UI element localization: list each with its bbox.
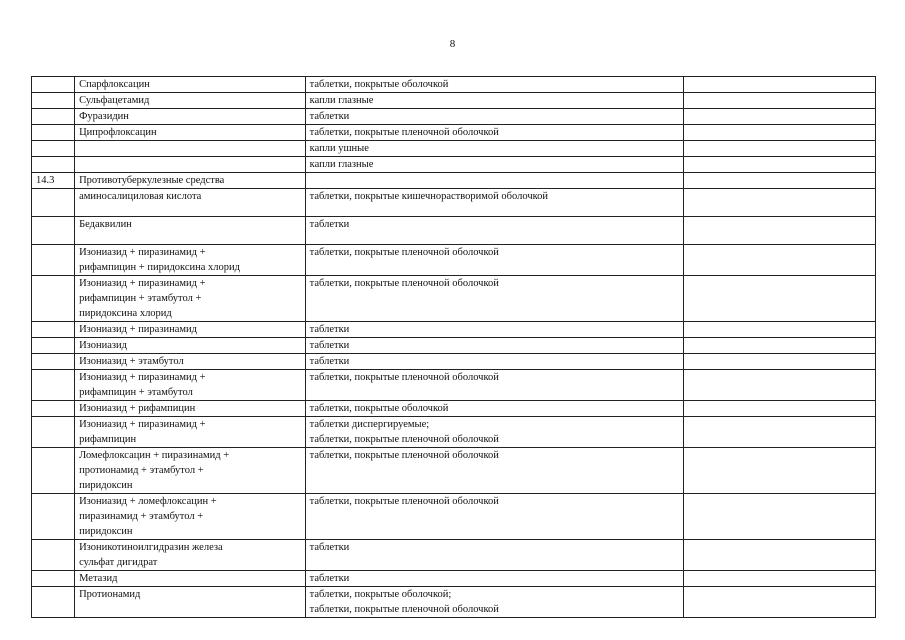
section-code-cell	[32, 448, 75, 494]
empty-cell	[683, 448, 875, 494]
drug-name-cell	[75, 276, 306, 322]
dosage-form-line: таблетки, покрытые пленочной оболочкой	[309, 496, 499, 507]
drug-name-line: Спарфлоксацин	[79, 79, 150, 90]
empty-cell	[683, 571, 875, 587]
drug-name-line: Изониазид + этамбутол	[79, 356, 184, 367]
drug-name-line: рифампицин + этамбутол +	[79, 293, 202, 304]
dosage-form-line: капли глазные	[309, 159, 374, 170]
dosage-form-cell	[305, 417, 683, 448]
drug-name-cell	[75, 141, 306, 157]
drug-name-line: сульфат дигидрат	[79, 557, 158, 568]
table-row	[32, 77, 876, 93]
dosage-form-line: таблетки	[309, 356, 350, 367]
drug-name-cell	[75, 571, 306, 587]
drug-name-line: Изоникотиноилгидразин железа	[79, 542, 223, 553]
drug-name-line: пиридоксин	[79, 480, 133, 491]
empty-cell	[683, 540, 875, 571]
drug-name-line: Фуразидин	[79, 111, 129, 122]
section-code-cell	[32, 141, 75, 157]
section-code-cell	[32, 217, 75, 245]
dosage-form-cell	[305, 587, 683, 618]
dosage-form-cell	[305, 77, 683, 93]
empty-cell	[683, 338, 875, 354]
table-row	[32, 370, 876, 401]
drug-name-cell	[75, 587, 306, 618]
dosage-form-cell	[305, 173, 683, 189]
table-row	[32, 540, 876, 571]
drug-name-line: Изониазид + пиразинамид +	[79, 419, 206, 430]
drug-name-line: Изониазид + рифампицин	[79, 403, 196, 414]
empty-cell	[683, 322, 875, 338]
empty-cell	[683, 417, 875, 448]
dosage-form-line: таблетки	[309, 219, 350, 230]
drug-name-line: Сульфацетамид	[79, 95, 150, 106]
table-row	[32, 276, 876, 322]
dosage-form-line: таблетки, покрытые пленочной оболочкой	[309, 450, 499, 461]
dosage-form-cell	[305, 354, 683, 370]
dosage-form-cell	[305, 93, 683, 109]
dosage-form-line: таблетки	[309, 542, 350, 553]
table-row	[32, 354, 876, 370]
dosage-form-cell	[305, 276, 683, 322]
table-row	[32, 245, 876, 276]
table-row	[32, 109, 876, 125]
empty-cell	[683, 276, 875, 322]
section-code-cell	[32, 417, 75, 448]
empty-cell	[683, 401, 875, 417]
dosage-form-line: таблетки, покрытые пленочной оболочкой	[309, 604, 499, 615]
drug-list-table	[31, 76, 876, 618]
drug-name-line: рифампицин + пиридоксина хлорид	[79, 262, 241, 273]
drug-name-cell	[75, 125, 306, 141]
section-code-cell	[32, 109, 75, 125]
table-row	[32, 141, 876, 157]
dosage-form-line: таблетки, покрытые пленочной оболочкой	[309, 278, 499, 289]
drug-name-cell	[75, 370, 306, 401]
section-code-cell	[32, 157, 75, 173]
section-code-cell	[32, 338, 75, 354]
empty-cell	[683, 189, 875, 217]
drug-name-line: рифампицин + этамбутол	[79, 387, 193, 398]
dosage-form-line: таблетки	[309, 324, 350, 335]
section-code-cell: 14.3	[32, 173, 75, 189]
dosage-form-line: таблетки, покрытые оболочкой	[309, 79, 449, 90]
drug-name-cell	[75, 417, 306, 448]
table-row	[32, 494, 876, 540]
dosage-form-line: таблетки	[309, 111, 350, 122]
drug-name-line: Изониазид + пиразинамид +	[79, 278, 206, 289]
dosage-form-cell	[305, 125, 683, 141]
table-row	[32, 157, 876, 173]
dosage-form-line: таблетки	[309, 340, 350, 351]
drug-name-cell	[75, 338, 306, 354]
empty-cell	[683, 141, 875, 157]
section-code-cell	[32, 370, 75, 401]
dosage-form-line: таблетки, покрытые оболочкой	[309, 403, 449, 414]
drug-name-cell	[75, 189, 306, 217]
drug-name-line: Ломефлоксацин + пиразинамид +	[79, 450, 230, 461]
drug-name-cell	[75, 448, 306, 494]
drug-name-line: Противотуберкулезные средства	[79, 175, 225, 186]
dosage-form-cell	[305, 109, 683, 125]
empty-cell	[683, 157, 875, 173]
table-row	[32, 571, 876, 587]
drug-name-cell	[75, 157, 306, 173]
empty-cell	[683, 173, 875, 189]
drug-name-cell	[75, 173, 306, 189]
dosage-form-cell	[305, 322, 683, 338]
table-row	[32, 173, 876, 189]
table-row	[32, 417, 876, 448]
drug-name-cell	[75, 93, 306, 109]
dosage-form-line: таблетки	[309, 573, 350, 584]
empty-cell	[683, 217, 875, 245]
empty-cell	[683, 245, 875, 276]
drug-name-line: пиразинамид + этамбутол +	[79, 511, 204, 522]
empty-cell	[683, 354, 875, 370]
drug-name-line: протионамид + этамбутол +	[79, 465, 204, 476]
page-number: 8	[449, 38, 456, 50]
drug-name-line: Метазид	[79, 573, 118, 584]
drug-name-cell	[75, 494, 306, 540]
drug-name-line: Изониазид + ломефлоксацин +	[79, 496, 217, 507]
drug-name-line: Изониазид + пиразинамид +	[79, 372, 206, 383]
dosage-form-cell	[305, 401, 683, 417]
drug-list-body	[32, 77, 876, 618]
drug-name-cell	[75, 109, 306, 125]
drug-name-line: Изониазид + пиразинамид	[79, 324, 197, 335]
table-row	[32, 217, 876, 245]
dosage-form-line: таблетки, покрытые пленочной оболочкой	[309, 434, 499, 445]
section-code-cell	[32, 587, 75, 618]
section-code-cell	[32, 494, 75, 540]
table-row	[32, 448, 876, 494]
section-code-cell	[32, 77, 75, 93]
drug-name-line: Протионамид	[79, 589, 141, 600]
drug-name-line: Изониазид	[79, 340, 128, 351]
empty-cell	[683, 77, 875, 93]
drug-name-line: Изониазид + пиразинамид +	[79, 247, 206, 258]
section-code-cell	[32, 276, 75, 322]
dosage-form-line: таблетки, покрытые кишечнорастворимой оболочкой	[309, 191, 549, 202]
section-code-cell	[32, 571, 75, 587]
drug-name-cell	[75, 540, 306, 571]
dosage-form-cell	[305, 189, 683, 217]
table-row	[32, 401, 876, 417]
dosage-form-cell	[305, 338, 683, 354]
empty-cell	[683, 370, 875, 401]
section-code-cell	[32, 354, 75, 370]
drug-name-cell	[75, 354, 306, 370]
drug-name-line: рифампицин	[79, 434, 137, 445]
dosage-form-cell	[305, 217, 683, 245]
dosage-form-cell	[305, 157, 683, 173]
dosage-form-cell	[305, 571, 683, 587]
dosage-form-cell	[305, 370, 683, 401]
dosage-form-cell	[305, 245, 683, 276]
empty-cell	[683, 93, 875, 109]
section-code-cell	[32, 125, 75, 141]
table-row	[32, 125, 876, 141]
drug-name-line: Бедаквилин	[79, 219, 132, 230]
drug-name-line: аминосалициловая кислота	[79, 191, 202, 202]
section-code-cell	[32, 401, 75, 417]
dosage-form-line: капли глазные	[309, 95, 374, 106]
dosage-form-cell	[305, 494, 683, 540]
dosage-form-cell	[305, 448, 683, 494]
section-code-cell	[32, 93, 75, 109]
dosage-form-line: таблетки, покрытые оболочкой;	[309, 589, 452, 600]
drug-name-cell	[75, 217, 306, 245]
empty-cell	[683, 587, 875, 618]
dosage-form-line: таблетки, покрытые пленочной оболочкой	[309, 372, 499, 383]
table-row	[32, 93, 876, 109]
table-row	[32, 338, 876, 354]
section-code-cell	[32, 540, 75, 571]
dosage-form-cell	[305, 141, 683, 157]
table-row	[32, 587, 876, 618]
drug-name-cell	[75, 77, 306, 93]
section-code-cell	[32, 322, 75, 338]
empty-cell	[683, 494, 875, 540]
drug-name-line: пиридоксин	[79, 526, 133, 537]
table-row	[32, 322, 876, 338]
table-row	[32, 189, 876, 217]
empty-cell	[683, 125, 875, 141]
dosage-form-line: таблетки диспергируемые;	[309, 419, 430, 430]
drug-name-line: пиридоксина хлорид	[79, 308, 172, 319]
dosage-form-cell	[305, 540, 683, 571]
drug-name-cell	[75, 245, 306, 276]
empty-cell	[683, 109, 875, 125]
dosage-form-line: таблетки, покрытые пленочной оболочкой	[309, 247, 499, 258]
dosage-form-line: капли ушные	[309, 143, 369, 154]
section-code-cell	[32, 189, 75, 217]
drug-name-cell	[75, 322, 306, 338]
drug-name-line: Ципрофлоксацин	[79, 127, 157, 138]
dosage-form-line: таблетки, покрытые пленочной оболочкой	[309, 127, 499, 138]
drug-name-cell	[75, 401, 306, 417]
section-code-cell	[32, 245, 75, 276]
